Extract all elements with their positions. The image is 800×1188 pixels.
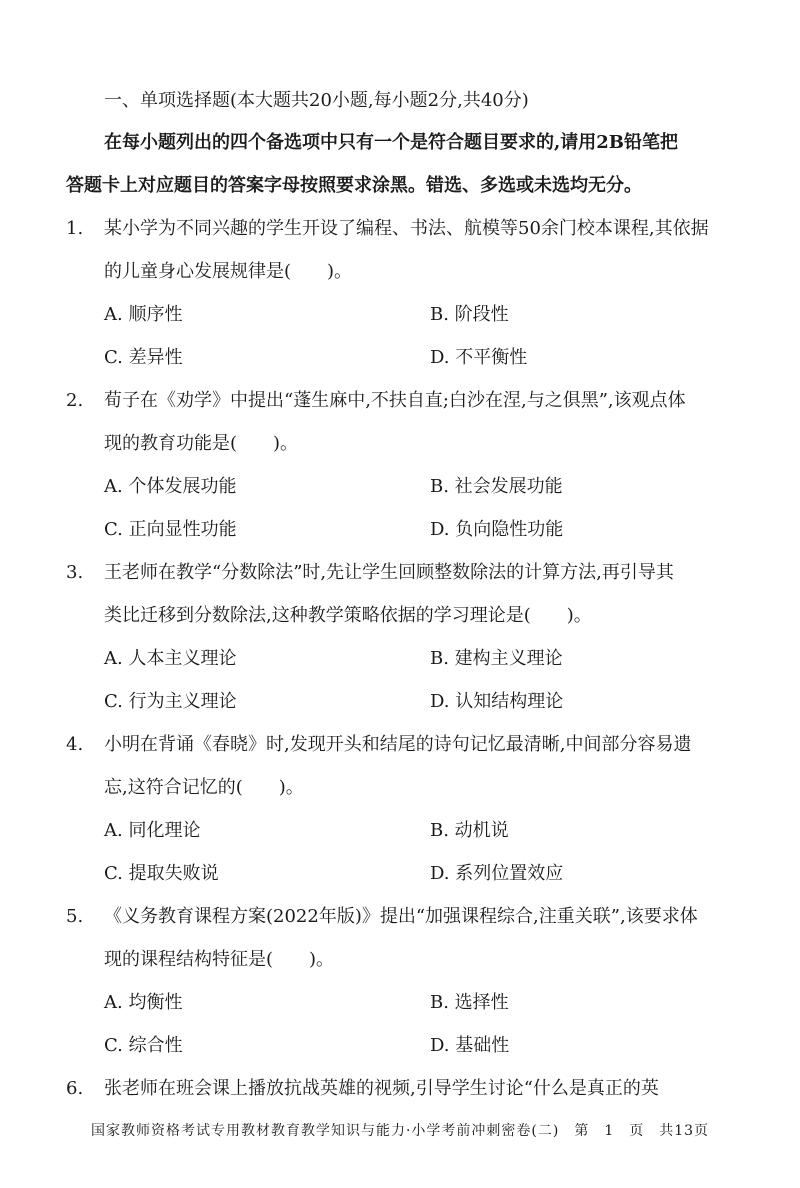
question-1-option-a: A. 顺序性 <box>104 304 183 325</box>
question-2-number: 2. <box>66 390 84 411</box>
question-2-text-line-2: 现的教育功能是( )。 <box>104 433 299 454</box>
question-2-option-c: C. 正向显性功能 <box>104 519 237 540</box>
question-4-text-line-2: 忘,这符合记忆的( )。 <box>104 777 304 798</box>
question-4-option-c: C. 提取失败说 <box>104 863 219 884</box>
question-4-option-b: B. 动机说 <box>430 820 509 841</box>
question-2-text-line-1: 荀子在《劝学》中提出“蓬生麻中,不扶自直;白沙在涅,与之俱黑”,该观点体 <box>104 390 686 411</box>
instructions-line-1: 在每小题列出的四个备选项中只有一个是符合题目要求的,请用2B铅笔把 <box>104 132 679 153</box>
question-6-number: 6. <box>66 1078 84 1099</box>
question-4-option-d: D. 系列位置效应 <box>430 863 564 884</box>
question-5-option-b: B. 选择性 <box>430 992 509 1013</box>
question-6-text-line-1: 张老师在班会课上播放抗战英雄的视频,引导学生讨论“什么是真正的英 <box>104 1078 659 1099</box>
question-4-text-line-1: 小明在背诵《春晓》时,发现开头和结尾的诗句记忆最清晰,中间部分容易遗 <box>104 734 692 755</box>
question-2-option-b: B. 社会发展功能 <box>430 476 563 497</box>
section-title: 一、单项选择题(本大题共20小题,每小题2分,共40分) <box>104 90 529 111</box>
question-3-option-a: A. 人本主义理论 <box>104 648 237 669</box>
question-4-option-a: A. 同化理论 <box>104 820 201 841</box>
question-5-text-line-2: 现的课程结构特征是( )。 <box>104 949 335 970</box>
question-3-text-line-1: 王老师在教学“分数除法”时,先让学生回顾整数除法的计算方法,再引导其 <box>104 562 674 583</box>
question-3-text-line-2: 类比迁移到分数除法,这种教学策略依据的学习理论是( )。 <box>104 605 592 626</box>
question-3-option-c: C. 行为主义理论 <box>104 691 237 712</box>
question-2-option-a: A. 个体发展功能 <box>104 476 237 497</box>
question-5-option-d: D. 基础性 <box>430 1035 510 1056</box>
question-3-option-d: D. 认知结构理论 <box>430 691 564 712</box>
page-footer: 国家教师资格考试专用教材教育教学知识与能力·小学考前冲刺密卷(二) 第 1 页 共13页 <box>90 1123 710 1139</box>
question-4-number: 4. <box>66 734 84 755</box>
question-3-option-b: B. 建构主义理论 <box>430 648 563 669</box>
question-5-option-a: A. 均衡性 <box>104 992 183 1013</box>
question-1-option-b: B. 阶段性 <box>430 304 509 325</box>
instructions-line-2: 答题卡上对应题目的答案字母按照要求涂黑。错选、多选或未选均无分。 <box>66 175 642 196</box>
question-5-number: 5. <box>66 906 84 927</box>
question-2-option-d: D. 负向隐性功能 <box>430 519 564 540</box>
question-3-number: 3. <box>66 562 84 583</box>
question-1-option-c: C. 差异性 <box>104 347 183 368</box>
question-1-text-line-1: 某小学为不同兴趣的学生开设了编程、书法、航模等50余门校本课程,其依据 <box>104 218 709 239</box>
question-1-option-d: D. 不平衡性 <box>430 347 528 368</box>
question-5-text-line-1: 《义务教育课程方案(2022年版)》提出“加强课程综合,注重关联”,该要求体 <box>104 906 698 927</box>
question-1-text-line-2: 的儿童身心发展规律是( )。 <box>104 261 353 282</box>
question-5-option-c: C. 综合性 <box>104 1035 183 1056</box>
question-1-number: 1. <box>66 218 84 239</box>
